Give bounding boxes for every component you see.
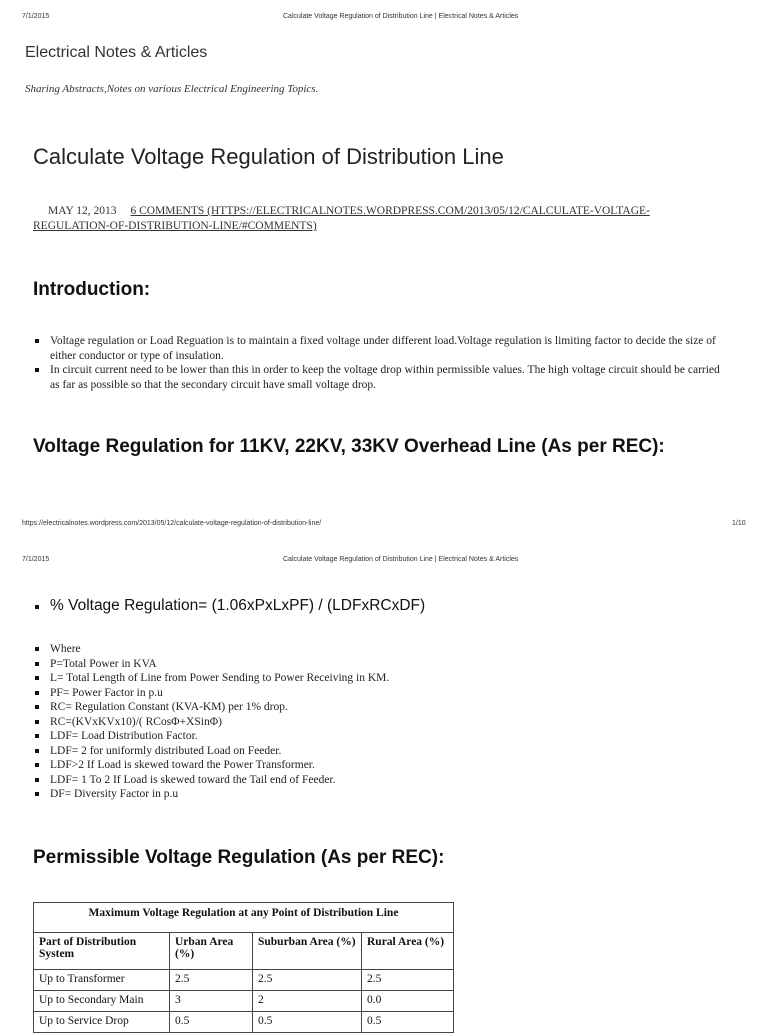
list-item: LDF= 1 To 2 If Load is skewed toward the Tail end of Feeder. [33,773,723,788]
print-header-date-2: 7/1/2015 [22,556,50,563]
table-cell: 2 [253,991,362,1012]
table-cell: 0.0 [362,991,454,1012]
table-cell: 3 [170,991,253,1012]
formula-list [33,597,425,615]
post-meta [33,204,723,234]
print-header-title-2: Calculate Voltage Regulation of Distribution Line | Electrical Notes & Articles [283,556,519,563]
definitions-list [33,642,723,802]
list-item: LDF>2 If Load is skewed toward the Power Transformer. [33,758,723,773]
column-header: Urban Area (%) [170,933,253,970]
permissible-heading: Permissible Voltage Regulation (As per REC): [33,847,445,868]
table-caption: Maximum Voltage Regulation at any Point of Distribution Line [34,903,454,933]
table-cell: Up to Service Drop [34,1012,170,1033]
site-tagline: Sharing Abstracts,Notes on various Electrical Engineering Topics. [25,83,319,95]
table-caption-row [34,903,454,933]
introduction-heading: Introduction: [33,279,151,300]
table-cell: 2.5 [362,970,454,991]
table-cell: Up to Secondary Main [34,991,170,1012]
list-item: RC=(KVxKVx10)/( RCosΦ+XSinΦ) [33,715,723,730]
print-footer-page: 1/10 [732,520,746,527]
list-item: P=Total Power in KVA [33,657,723,672]
table-cell: 0.5 [170,1012,253,1033]
list-item: LDF= Load Distribution Factor. [33,729,723,744]
table-row [34,991,454,1012]
introduction-list [33,334,723,392]
table-cell: 2.5 [170,970,253,991]
list-item: Where [33,642,723,657]
table-row [34,970,454,991]
list-item: RC= Regulation Constant (KVA-KM) per 1% drop. [33,700,723,715]
regulation-table [33,902,454,1033]
table-row [34,1012,454,1033]
list-item: Voltage regulation or Load Reguation is to maintain a fixed voltage under different load.Voltage regulation is limiting factor to decide the size of either conductor or type of insulation. [33,334,723,363]
post-title: Calculate Voltage Regulation of Distribution Line [33,144,504,169]
list-item: L= Total Length of Line from Power Sending to Power Receiving in KM. [33,671,723,686]
comments-link[interactable]: 6 COMMENTS (HTTPS://ELECTRICALNOTES.WORDPRESS.COM/2013/05/12/CALCULATE-VOLTAGE-REGULATION-OF-DISTRIBUTION-LINE/#COMMENTS) [33,205,650,232]
list-item: DF= Diversity Factor in p.u [33,787,723,802]
table-cell: Up to Transformer [34,970,170,991]
print-header-title: Calculate Voltage Regulation of Distribution Line | Electrical Notes & Articles [283,13,519,20]
site-title[interactable]: Electrical Notes & Articles [25,44,208,61]
list-item: LDF= 2 for uniformly distributed Load on Feeder. [33,744,723,759]
list-item: In circuit current need to be lower than this in order to keep the voltage drop within permissible values. The high voltage circuit should be carried as far as possible so that the secondary circuit have small voltage drop. [33,363,723,392]
column-header: Rural Area (%) [362,933,454,970]
print-header-date: 7/1/2015 [22,13,50,20]
table-cell: 0.5 [253,1012,362,1033]
print-footer-url: https://electricalnotes.wordpress.com/2013/05/12/calculate-voltage-regulation-of-distribution-line/ [22,520,322,527]
table-cell: 2.5 [253,970,362,991]
post-date: MAY 12, 2013 [48,205,117,217]
column-header: Suburban Area (%) [253,933,362,970]
voltage-regulation-formula: % Voltage Regulation= (1.06xPxLxPF) / (LDFxRCxDF) [33,597,425,615]
list-item: PF= Power Factor in p.u [33,686,723,701]
table-header-row [34,933,454,970]
column-header: Part of Distribution System [34,933,170,970]
regulation-heading: Voltage Regulation for 11KV, 22KV, 33KV Overhead Line (As per REC): [33,436,665,457]
table-cell: 0.5 [362,1012,454,1033]
